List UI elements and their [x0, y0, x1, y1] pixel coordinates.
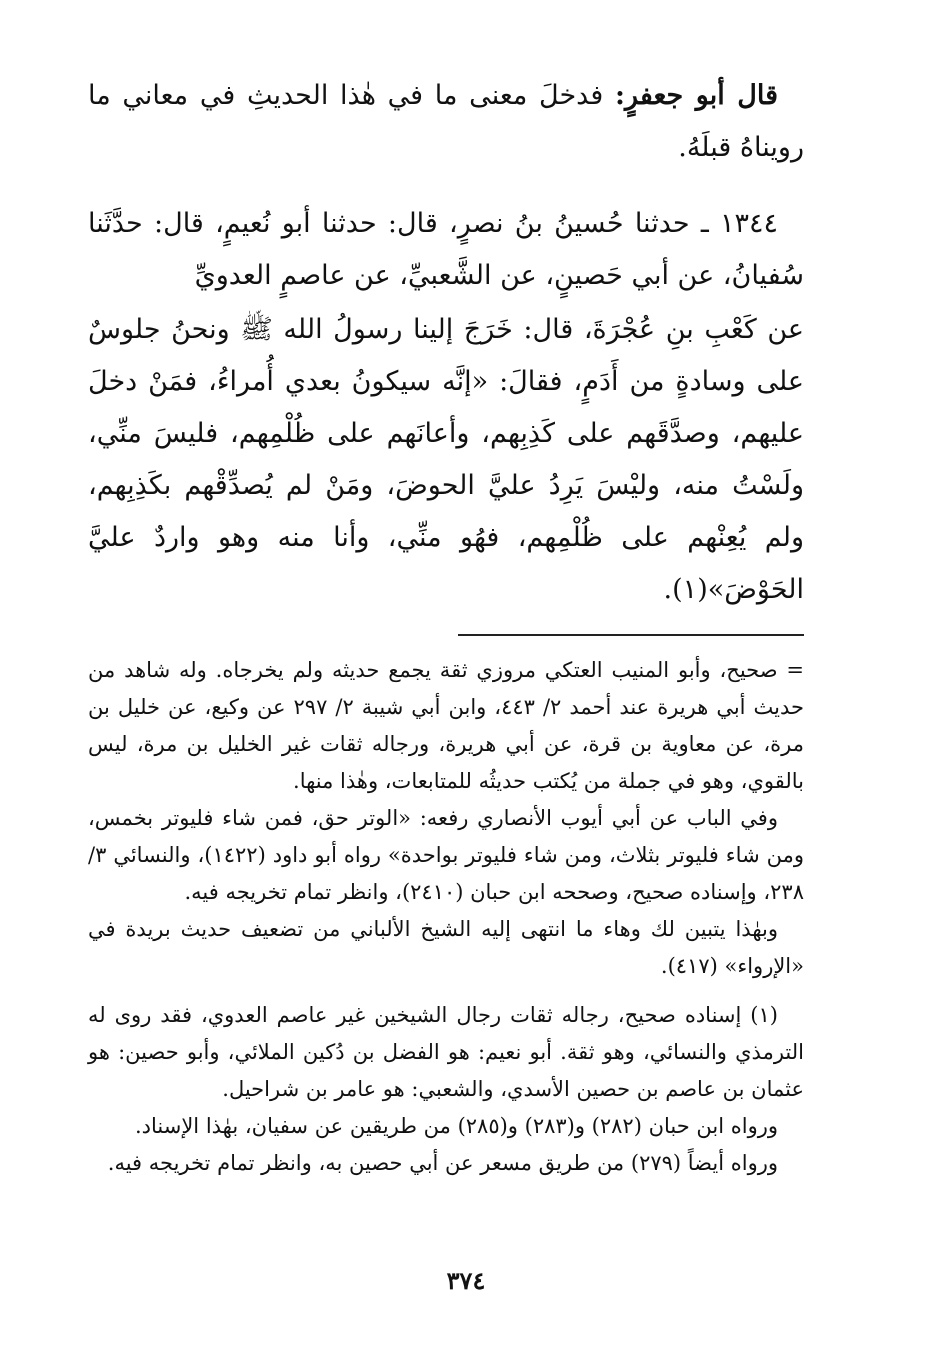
footnote-paragraph: وفي الباب عن أبي أيوب الأنصاري رفعه: «الوتر حق، فمن شاء فليوتر بخمس، ومن شاء فليوتر بثلاث، ومن شاء فليوتر بواحدة» رواه أبو داود (١٤٢٢)، والنسائي ٣/ ٢٣٨، وإسناده صحيح، وصححه ابن حبان (٢٤١٠)، وانظر تمام تخريجه فيه.	[88, 806, 805, 904]
footnote-1: (١) إسناده صحيح، رجاله ثقات رجال الشيخين غير عاصم العدوي، فقد روى له الترمذي والنسائي، وهو ثقة. أبو نعيم: هو الفضل بن دُكين الملائي، وأبو حصين: هو عثمان بن عاصم بن حصين الأسدي، والشعبي: هو عامر بن شراحيل.	[88, 1003, 804, 1101]
hadith-matn: عن كَعْبِ بنِ عُجْرَةَ، قال: خَرَجَ إلينا رسولُ الله ﷺ ونحنُ جلوسٌ على وسادةٍ من أَدَمٍ، فقالَ: «إنَّه سيكونُ بعدي أُمراءُ، فمَنْ دخلَ عليهم، وصدَّقَهم على كَذِبِهم، وأعانَهم على ظُلْمِهم، فليسَ منِّي، ولَسْتُ منه، وليْسَ يَرِدُ عليَّ الحوضَ، ومَنْ لم يُصدِّقْهم بكَذِبِهم، ولم يُعِنْهم على ظُلْمِهم، فهُو منِّي، وأنا منه وهو واردٌ عليَّ الحَوْضَ»(١).	[88, 314, 804, 605]
book-page	[88, 70, 804, 1182]
footnote-continuation: = صحيح، وأبو المنيب العتكي مروزي ثقة يجمع حديثه ولم يخرجاه. وله شاهد من حديث أبي هريرة عند أحمد ٢/ ٤٤٣، وابن أبي شيبة ٢/ ٢٩٧ عن وكيع، عن خليل بن مرة، عن معاوية بن قرة، عن أبي هريرة، ورجاله ثقات غير الخليل بن مرة، ليس بالقوي، وهو في جملة من يُكتب حديثُه للمتابعات، وهٰذا منها.	[88, 658, 804, 793]
footnote-paragraph: ورواه ابن حبان (٢٨٢) و(٢٨٣) و(٢٨٥) من طريقين عن سفيان، بهٰذا الإسناد.	[134, 1114, 778, 1138]
footnote-separator	[458, 634, 804, 636]
main-text	[88, 70, 804, 616]
hadith-isnad: ١٣٤٤ ـ حدثنا حُسينُ بنُ نصرٍ، قال: حدثنا أبو نُعيمٍ، قال: حدَّثَنا سُفيانُ، عن أبي حَصينٍ، عن الشَّعبيِّ، عن عاصمٍ العدويِّ	[88, 208, 804, 291]
footnote-paragraph: ورواه أيضاً (٢٧٩) من طريق مسعر عن أبي حصين به، وانظر تمام تخريجه فيه.	[107, 1151, 778, 1175]
speaker-label: قال أبو جعفرٍ:	[614, 80, 778, 111]
footnotes	[88, 652, 804, 1182]
paragraph-abu-jafar	[88, 70, 804, 174]
page-number: ٣٧٤	[446, 1266, 486, 1295]
paragraph-text: فدخلَ معنى ما في هٰذا الحديثِ في معاني ما رويناهُ قبلَهُ.	[88, 80, 804, 163]
footnote-paragraph: وبهٰذا يتبين لك وهاء ما انتهى إليه الشيخ الألباني من تضعيف حديث بريدة في «الإرواء» (٤١٧).	[88, 917, 804, 978]
